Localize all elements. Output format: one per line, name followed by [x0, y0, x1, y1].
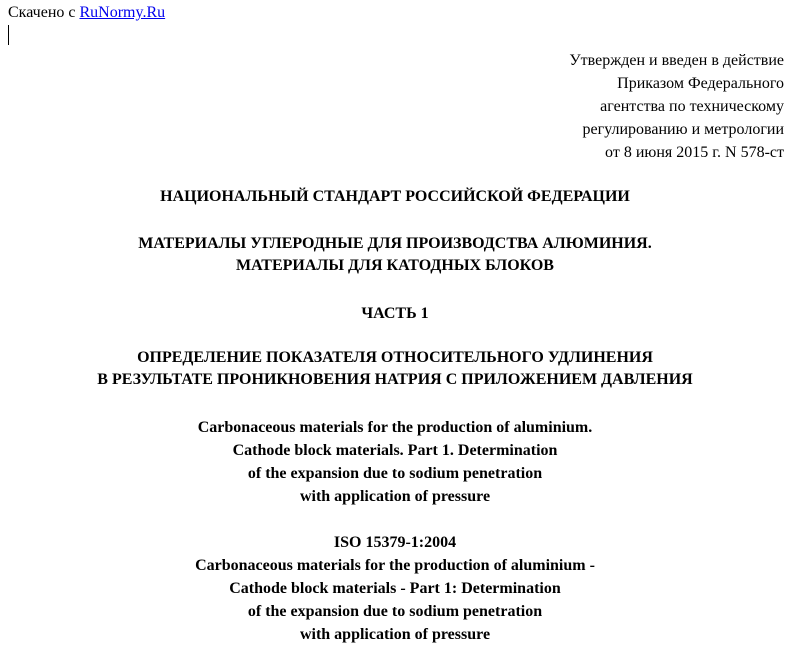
english-title-line: of the expansion due to sodium penetration: [247, 465, 543, 482]
method-heading: [0, 347, 790, 391]
approval-line: Приказом Федерального: [617, 75, 784, 92]
iso-code: ISO 15379-1:2004: [333, 534, 457, 551]
approval-line: от 8 июня 2015 г. N 578-ст: [605, 144, 784, 161]
english-title-line: Carbonaceous materials for the production of aluminium.: [197, 419, 593, 436]
iso-title-line: with application of pressure: [299, 626, 491, 643]
approval-line: агентства по техническому: [600, 98, 784, 115]
text-cursor: [8, 25, 9, 45]
iso-title-line: of the expansion due to sodium penetration: [247, 603, 543, 620]
method-line: ОПРЕДЕЛЕНИЕ ПОКАЗАТЕЛЯ ОТНОСИТЕЛЬНОГО УДЛИНЕНИЯ: [137, 349, 653, 366]
source-prefix: Скачено с: [8, 4, 80, 21]
title-line: МАТЕРИАЛЫ ДЛЯ КАТОДНЫХ БЛОКОВ: [236, 257, 554, 274]
approval-block: [569, 49, 784, 164]
approval-line: регулированию и метрологии: [582, 121, 784, 138]
approval-line: Утвержден и введен в действие: [569, 52, 784, 69]
document-title: [0, 233, 790, 277]
iso-title-line: Cathode block materials - Part 1: Determination: [229, 580, 561, 597]
english-title: [0, 416, 790, 508]
title-line: МАТЕРИАЛЫ УГЛЕРОДНЫЕ ДЛЯ ПРОИЗВОДСТВА АЛЮМИНИЯ.: [138, 235, 652, 252]
english-title-line: with application of pressure: [299, 488, 491, 505]
part-heading: ЧАСТЬ 1: [361, 305, 429, 322]
source-link[interactable]: RuNormy.Ru: [79, 4, 166, 21]
method-line: В РЕЗУЛЬТАТЕ ПРОНИКНОВЕНИЯ НАТРИЯ С ПРИЛОЖЕНИЕМ ДАВЛЕНИЯ: [97, 371, 693, 388]
standard-heading: НАЦИОНАЛЬНЫЙ СТАНДАРТ РОССИЙСКОЙ ФЕДЕРАЦИИ: [160, 188, 630, 205]
iso-title-line: Carbonaceous materials for the production of aluminium -: [195, 557, 595, 574]
english-title-line: Cathode block materials. Part 1. Determination: [232, 442, 558, 459]
source-line: [8, 3, 165, 22]
iso-reference: [0, 531, 790, 646]
